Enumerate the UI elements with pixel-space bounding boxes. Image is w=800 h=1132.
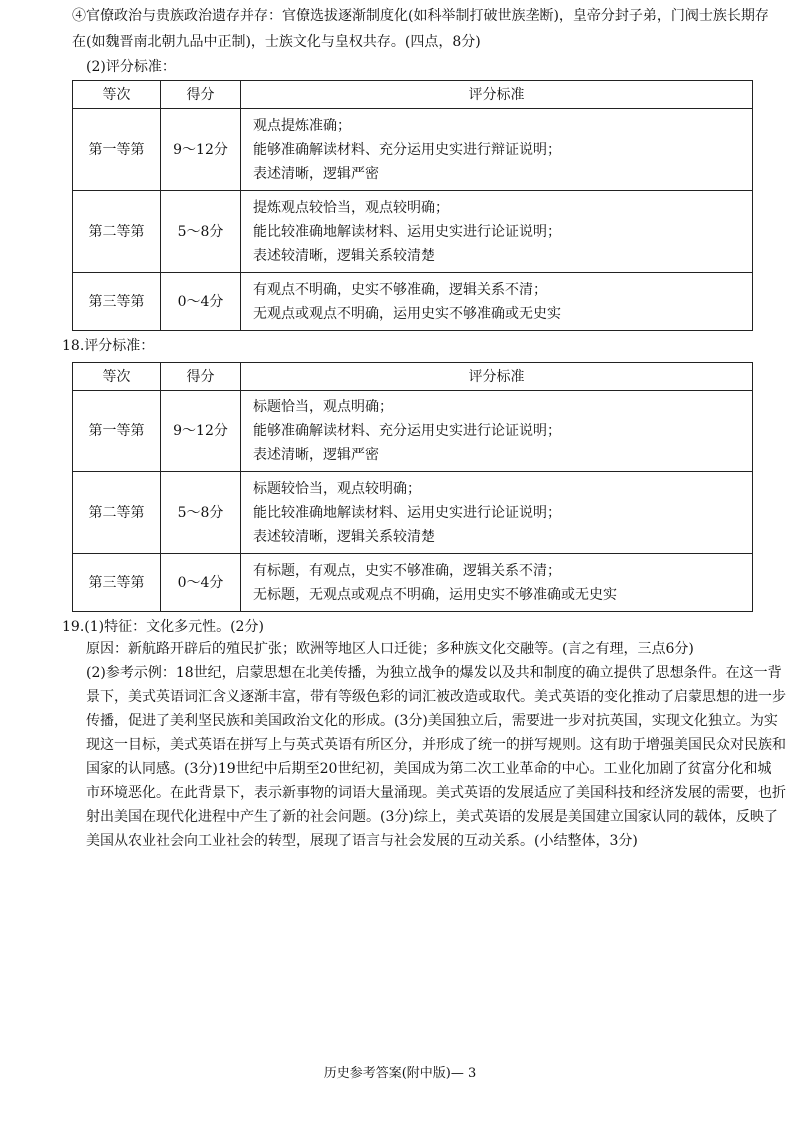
q19-line: 原因：新航路开辟后的殖民扩张；欧洲等地区人口迁徙；多种族文化交融等。(言之有理，三点6分) — [86, 641, 694, 657]
q19-line: 19.(1)特征：文化多元性。(2分) — [62, 619, 264, 635]
grade-cell: 第三等第 — [73, 554, 161, 612]
q19-line: 国家的认同感。(3分)19世纪中后期至20世纪初，美国成为第二次工业革命的中心。工业化加剧了贫富分化和城 — [86, 761, 772, 777]
q19-line: 美国从农业社会向工业社会的转型，展现了语言与社会发展的互动关系。(小结整体，3分) — [86, 833, 638, 849]
score-cell: 5～8分 — [161, 472, 241, 554]
q19-line: 传播，促进了美利坚民族和美国政治文化的形成。(3分)美国独立后，需要进一步对抗英国，实现文化独立。为实 — [86, 713, 778, 729]
header-criteria: 评分标准 — [241, 81, 753, 109]
criteria-line: 表述较清晰，逻辑关系较清楚 — [253, 528, 435, 545]
criteria-line: 标题较恰当，观点较明确； — [253, 480, 421, 497]
intro-line: 在(如魏晋南北朝九品中正制)，士族文化与皇权共存。(四点，8分) — [72, 34, 481, 50]
criteria-cell — [241, 554, 753, 612]
grade-cell: 第二等第 — [73, 472, 161, 554]
header-grade: 等次 — [73, 363, 161, 391]
criteria-line: 无观点或观点不明确，运用史实不够准确或无史实 — [253, 305, 561, 322]
scoring-table-17 — [72, 80, 753, 331]
table-row — [73, 191, 753, 273]
table-header-row — [73, 363, 753, 391]
grade-cell: 第三等第 — [73, 273, 161, 331]
table-row — [73, 391, 753, 472]
page-footer: 历史参考答案(附中版)— 3 — [323, 1066, 477, 1081]
criteria-line: 提炼观点较恰当，观点较明确； — [253, 199, 449, 216]
criteria-line: 能比较准确地解读材料、运用史实进行论证说明； — [253, 223, 561, 240]
header-score: 得分 — [161, 363, 241, 391]
grade-cell: 第一等第 — [73, 391, 161, 472]
criteria-cell — [241, 273, 753, 331]
score-cell: 5～8分 — [161, 191, 241, 273]
q19-line: (2)参考示例：18世纪，启蒙思想在北美传播，为独立战争的爆发以及共和制度的确立提供了思想条件。在这一背 — [86, 665, 782, 681]
criteria-cell — [241, 191, 753, 273]
criteria-cell — [241, 472, 753, 554]
grade-cell: 第二等第 — [73, 191, 161, 273]
q19-line: 景下，美式英语词汇含义逐渐丰富，带有等级色彩的词汇被改造或取代。美式英语的变化推动了启蒙思想的进一步 — [86, 689, 786, 705]
q19-line: 现这一目标，美式英语在拼写上与英式英语有所区分，并形成了统一的拼写规则。这有助于增强美国民众对民族和 — [86, 737, 786, 753]
grade-cell: 第一等第 — [73, 109, 161, 191]
criteria-line: 表述清晰，逻辑严密 — [253, 447, 379, 463]
score-cell: 9～12分 — [161, 391, 241, 472]
table-row — [73, 472, 753, 554]
scoring-table-18 — [72, 362, 753, 612]
criteria-cell — [241, 391, 753, 472]
q19-line: 市环境恶化。在此背景下，表示新事物的词语大量涌现。美式英语的发展适应了美国科技和经济发展的需要，也折 — [86, 785, 786, 801]
criteria-line: 有标题，有观点，史实不够准确，逻辑关系不清； — [253, 562, 561, 579]
criteria-line: 表述清晰，逻辑严密 — [253, 165, 379, 182]
table-header-row — [73, 81, 753, 109]
criteria-line: 能比较准确地解读材料、运用史实进行论证说明； — [253, 504, 561, 521]
q19-line: 射出美国在现代化进程中产生了新的社会问题。(3分)综上，美式英语的发展是美国建立国家认同的载体，反映了 — [86, 809, 778, 825]
criteria-line: 观点提炼准确； — [253, 117, 351, 134]
q17-scoring-label: (2)评分标准： — [86, 59, 176, 75]
table-row — [73, 109, 753, 191]
header-criteria: 评分标准 — [241, 363, 753, 391]
criteria-line: 能够准确解读材料、充分运用史实进行辩证说明； — [253, 141, 561, 158]
score-cell: 0～4分 — [161, 554, 241, 612]
criteria-cell — [241, 109, 753, 191]
criteria-line: 能够准确解读材料、充分运用史实进行论证说明； — [253, 423, 561, 439]
criteria-line: 标题恰当，观点明确； — [253, 399, 393, 415]
header-score: 得分 — [161, 81, 241, 109]
criteria-line: 无标题，无观点或观点不明确，运用史实不够准确或无史实 — [253, 586, 617, 603]
intro-line: ④官僚政治与贵族政治遗存并存：官僚选拔逐渐制度化(如科举制打破世族垄断)，皇帝分封子弟，门阀士族长期存 — [72, 8, 769, 24]
table-row — [73, 554, 753, 612]
table-row — [73, 273, 753, 331]
q18-scoring-label: 18.评分标准： — [62, 338, 155, 354]
criteria-line: 表述较清晰，逻辑关系较清楚 — [253, 247, 435, 264]
header-grade: 等次 — [73, 81, 161, 109]
score-cell: 9～12分 — [161, 109, 241, 191]
score-cell: 0～4分 — [161, 273, 241, 331]
criteria-line: 有观点不明确，史实不够准确，逻辑关系不清； — [253, 281, 547, 298]
